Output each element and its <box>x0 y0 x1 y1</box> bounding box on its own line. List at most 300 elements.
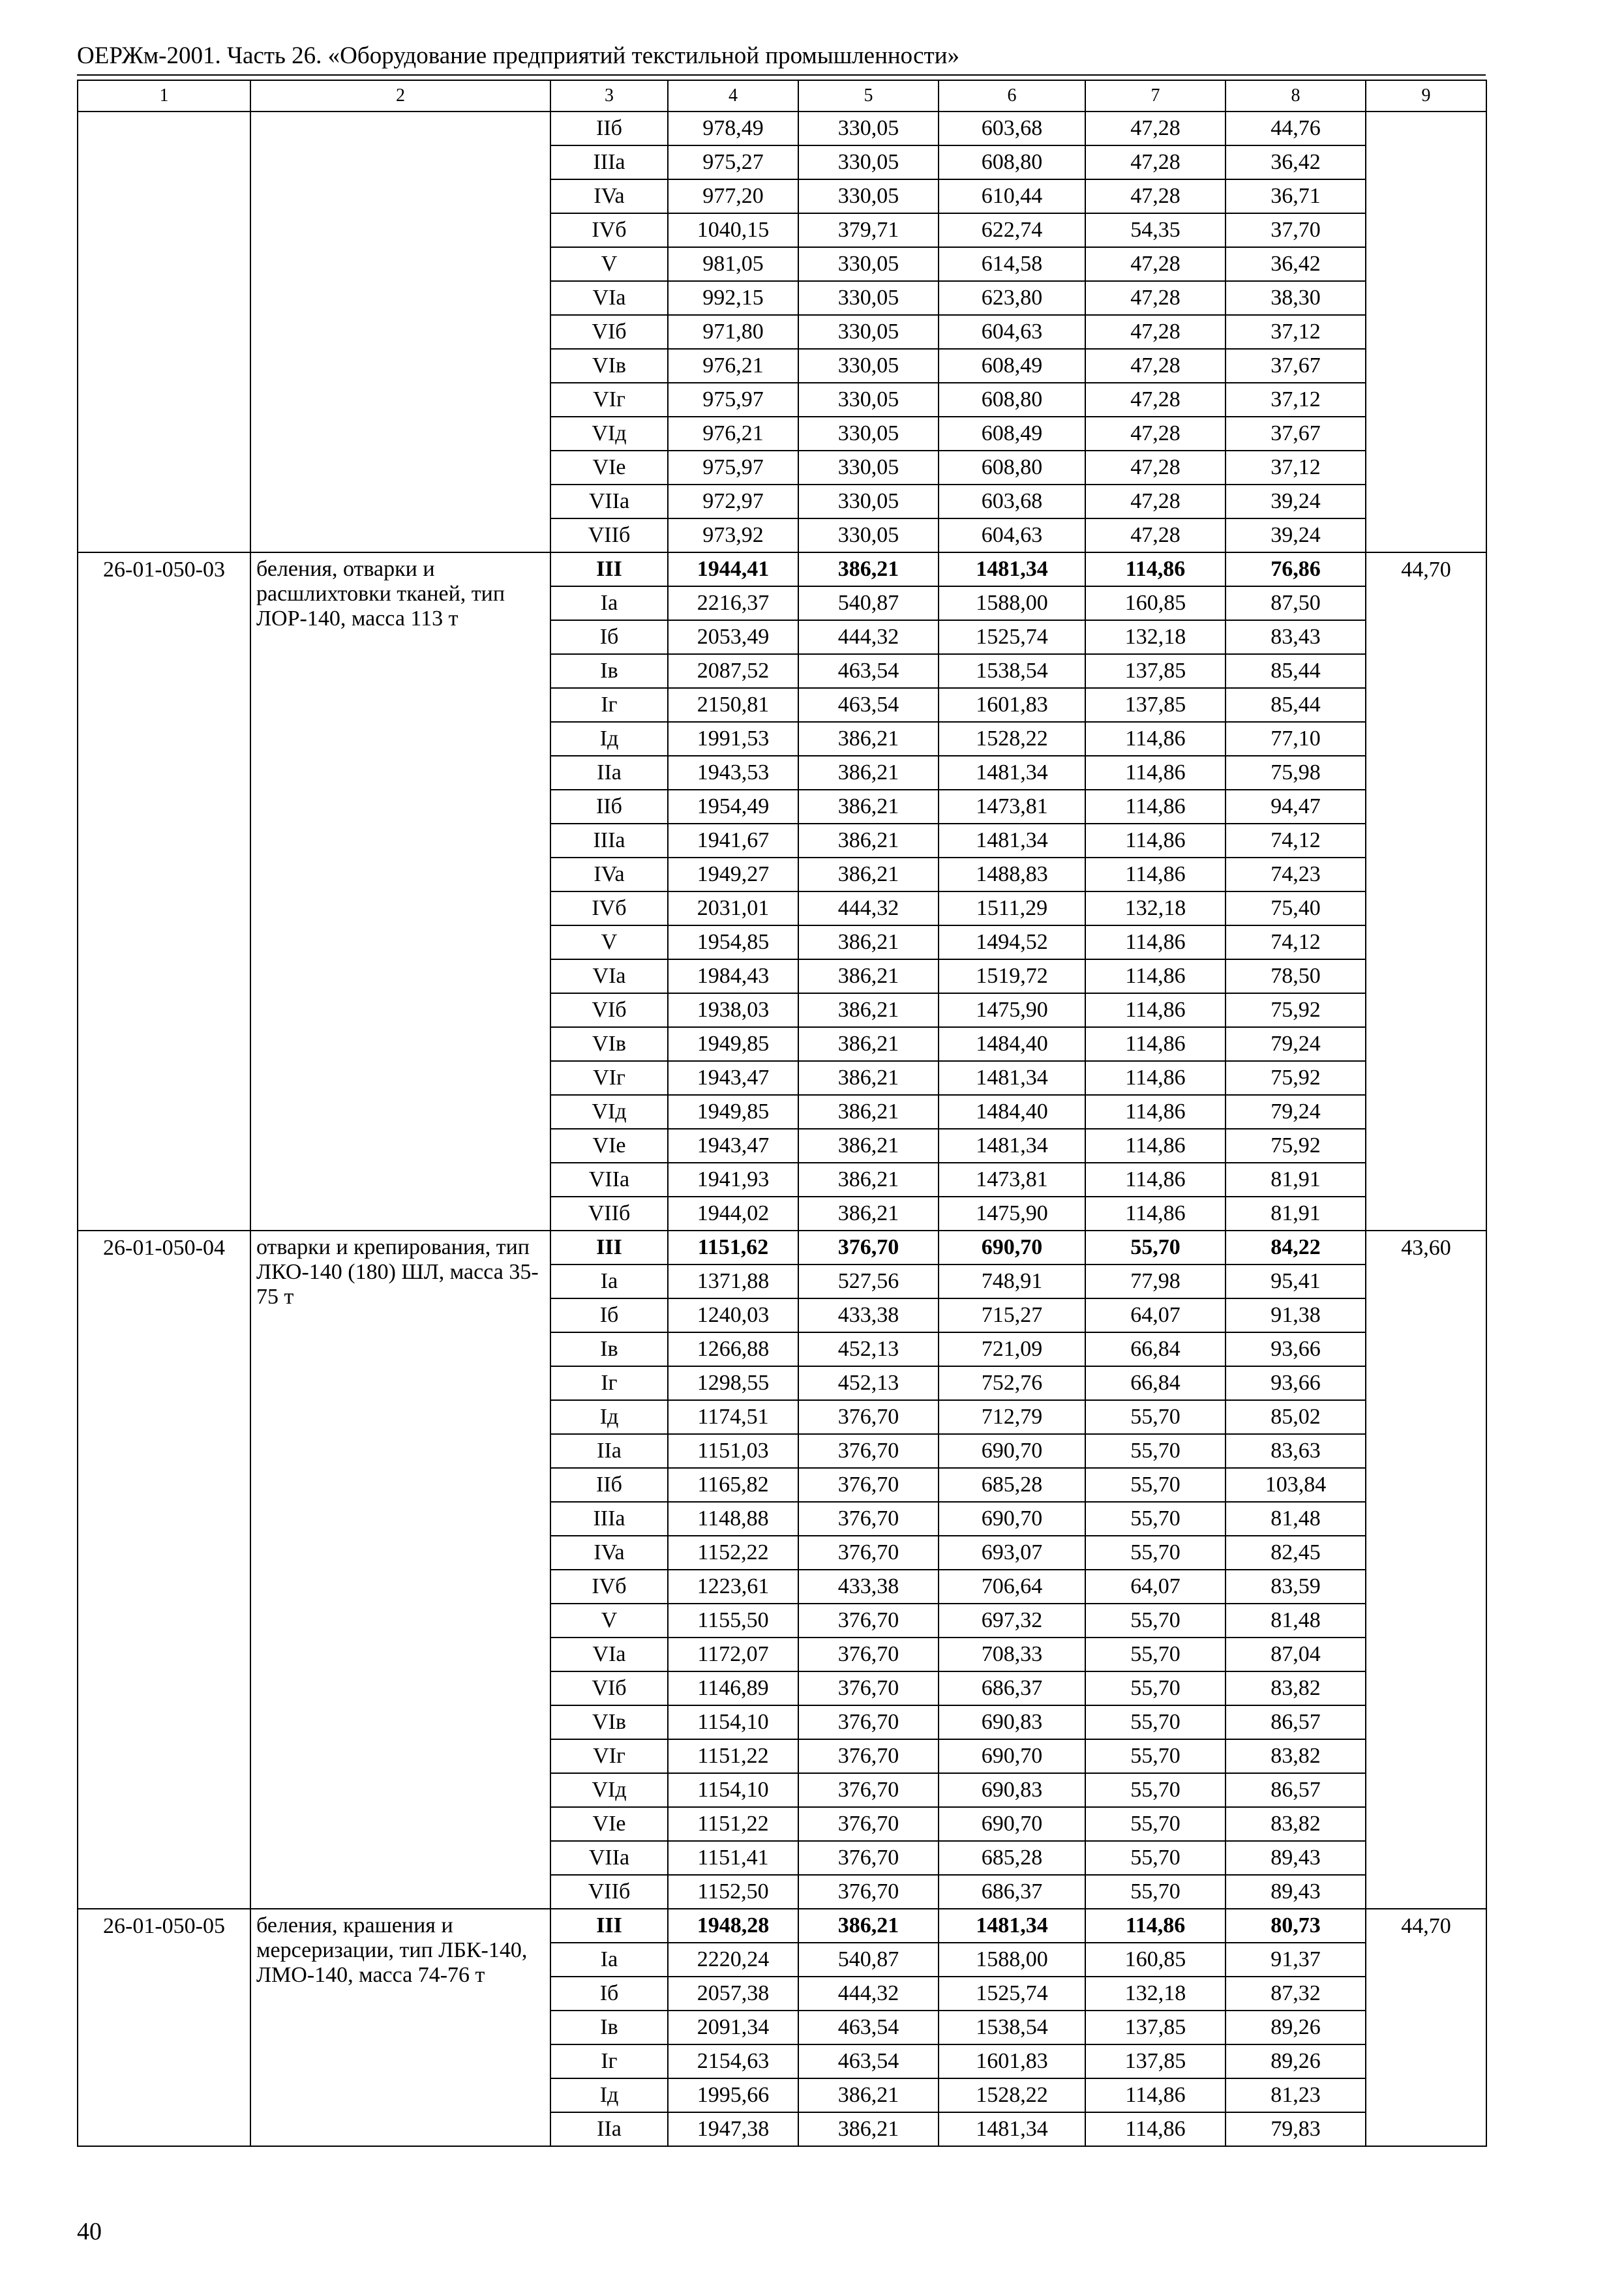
zone-cell: IVб <box>550 891 668 925</box>
value-cell: 74,12 <box>1226 824 1366 858</box>
zone-cell: VIб <box>550 1671 668 1705</box>
zone-cell: IVa <box>550 858 668 891</box>
value-cell: 1172,07 <box>668 1638 798 1671</box>
value-cell: 386,21 <box>798 1163 939 1197</box>
value-cell: 444,32 <box>798 620 939 654</box>
value-cell: 1240,03 <box>668 1298 798 1332</box>
value-cell: 114,86 <box>1085 790 1226 824</box>
value-cell: 114,86 <box>1085 552 1226 586</box>
value-cell: 85,44 <box>1226 688 1366 722</box>
value-cell: 1223,61 <box>668 1570 798 1604</box>
value-cell: 55,70 <box>1085 1434 1226 1468</box>
zone-cell: VIв <box>550 1705 668 1739</box>
value-cell: 690,70 <box>939 1807 1085 1841</box>
zone-cell: VIв <box>550 1027 668 1061</box>
zone-cell: VIд <box>550 1095 668 1129</box>
value-cell: 83,63 <box>1226 1434 1366 1468</box>
zone-cell: Iб <box>550 1298 668 1332</box>
value-cell: 1174,51 <box>668 1400 798 1434</box>
value-cell: 93,66 <box>1226 1366 1366 1400</box>
zone-cell: Iв <box>550 1332 668 1366</box>
value-cell: 330,05 <box>798 281 939 315</box>
zone-cell: IIIa <box>550 145 668 179</box>
zone-cell: Iд <box>550 1400 668 1434</box>
value-cell: 1948,28 <box>668 1909 798 1943</box>
zone-cell: VIг <box>550 1739 668 1773</box>
value-cell: 75,92 <box>1226 993 1366 1027</box>
value-cell: 608,80 <box>939 451 1085 485</box>
value-cell: 1941,67 <box>668 824 798 858</box>
zone-cell: Iд <box>550 722 668 756</box>
value-cell: 1473,81 <box>939 790 1085 824</box>
value-cell: 386,21 <box>798 993 939 1027</box>
value-cell: 1938,03 <box>668 993 798 1027</box>
value-cell: 690,70 <box>939 1231 1085 1264</box>
value-cell: 975,97 <box>668 451 798 485</box>
item-code <box>78 112 250 552</box>
value-cell: 83,82 <box>1226 1671 1366 1705</box>
value-cell: 2031,01 <box>668 891 798 925</box>
value-cell: 2091,34 <box>668 2011 798 2044</box>
value-cell: 1481,34 <box>939 824 1085 858</box>
zone-cell: VIIa <box>550 485 668 518</box>
value-cell: 82,45 <box>1226 1536 1366 1570</box>
page-number: 40 <box>77 2218 102 2245</box>
zone-cell: VIIб <box>550 1875 668 1909</box>
value-cell: 114,86 <box>1085 1197 1226 1231</box>
value-cell: 83,43 <box>1226 620 1366 654</box>
value-cell: 1511,29 <box>939 891 1085 925</box>
value-cell: 463,54 <box>798 2011 939 2044</box>
value-cell: 114,86 <box>1085 2112 1226 2146</box>
value-cell: 37,12 <box>1226 451 1366 485</box>
item-description: беления, крашения и мерсеризации, тип ЛБК-140, ЛМО-140, масса 74-76 т <box>250 1909 550 2146</box>
value-cell: 1481,34 <box>939 1909 1085 1943</box>
value-cell: 55,70 <box>1085 1739 1226 1773</box>
value-cell: 376,70 <box>798 1231 939 1264</box>
zone-cell: Iд <box>550 2078 668 2112</box>
value-cell: 330,05 <box>798 518 939 552</box>
value-cell: 978,49 <box>668 112 798 145</box>
value-cell: 608,49 <box>939 417 1085 451</box>
value-cell: 78,50 <box>1226 959 1366 993</box>
item-description: беления, отварки и расшлихтовки тканей, тип ЛОР-140, масса 113 т <box>250 552 550 1231</box>
value-cell: 1943,47 <box>668 1061 798 1095</box>
column-header: 8 <box>1226 80 1366 112</box>
value-cell: 1943,53 <box>668 756 798 790</box>
table-row <box>78 552 1486 586</box>
value-cell: 1481,34 <box>939 2112 1085 2146</box>
value-cell: 114,86 <box>1085 1095 1226 1129</box>
zone-cell: VIд <box>550 1773 668 1807</box>
value-cell: 721,09 <box>939 1332 1085 1366</box>
value-cell: 81,91 <box>1226 1197 1366 1231</box>
value-cell: 748,91 <box>939 1264 1085 1298</box>
value-cell: 55,70 <box>1085 1807 1226 1841</box>
value-cell: 87,50 <box>1226 586 1366 620</box>
value-cell: 444,32 <box>798 891 939 925</box>
zone-cell: IIa <box>550 756 668 790</box>
value-cell: 85,02 <box>1226 1400 1366 1434</box>
value-cell: 1944,02 <box>668 1197 798 1231</box>
value-cell: 1481,34 <box>939 1061 1085 1095</box>
value-cell: 603,68 <box>939 485 1085 518</box>
column-header: 9 <box>1366 80 1486 112</box>
value-cell: 114,86 <box>1085 2078 1226 2112</box>
value-cell: 1151,62 <box>668 1231 798 1264</box>
value-cell: 36,42 <box>1226 145 1366 179</box>
value-cell: 1484,40 <box>939 1027 1085 1061</box>
value-cell: 330,05 <box>798 247 939 281</box>
value-cell: 690,83 <box>939 1773 1085 1807</box>
value-cell: 47,28 <box>1085 349 1226 383</box>
zone-cell: IIa <box>550 2112 668 2146</box>
value-cell: 55,70 <box>1085 1502 1226 1536</box>
value-cell: 89,26 <box>1226 2011 1366 2044</box>
value-cell: 1040,15 <box>668 213 798 247</box>
zone-cell: Iг <box>550 1366 668 1400</box>
value-cell: 37,67 <box>1226 349 1366 383</box>
value-cell: 1151,03 <box>668 1434 798 1468</box>
value-cell: 376,70 <box>798 1875 939 1909</box>
value-cell: 75,92 <box>1226 1061 1366 1095</box>
value-cell: 977,20 <box>668 179 798 213</box>
value-cell: 708,33 <box>939 1638 1085 1671</box>
value-cell: 55,70 <box>1085 1231 1226 1264</box>
value-cell: 330,05 <box>798 179 939 213</box>
value-cell: 84,22 <box>1226 1231 1366 1264</box>
value-cell: 386,21 <box>798 790 939 824</box>
value-cell: 444,32 <box>798 1977 939 2011</box>
value-cell: 114,86 <box>1085 925 1226 959</box>
value-cell: 36,42 <box>1226 247 1366 281</box>
value-cell: 55,70 <box>1085 1638 1226 1671</box>
value-cell: 1481,34 <box>939 756 1085 790</box>
value-cell: 686,37 <box>939 1671 1085 1705</box>
value-cell: 1266,88 <box>668 1332 798 1366</box>
column-header: 3 <box>550 80 668 112</box>
value-cell: 376,70 <box>798 1773 939 1807</box>
zone-cell: Iг <box>550 688 668 722</box>
value-cell: 55,70 <box>1085 1705 1226 1739</box>
value-cell: 132,18 <box>1085 1977 1226 2011</box>
value-cell: 386,21 <box>798 722 939 756</box>
value-cell: 44,76 <box>1226 112 1366 145</box>
page-header: ОЕРЖм-2001. Часть 26. «Оборудование предприятий текстильной промышленности» <box>77 42 959 69</box>
zone-cell: IIIa <box>550 824 668 858</box>
value-cell: 80,73 <box>1226 1909 1366 1943</box>
value-cell: 55,70 <box>1085 1468 1226 1502</box>
value-cell: 137,85 <box>1085 688 1226 722</box>
value-cell: 463,54 <box>798 654 939 688</box>
value-cell: 39,24 <box>1226 485 1366 518</box>
zone-cell: VIб <box>550 993 668 1027</box>
value-cell: 81,48 <box>1226 1502 1366 1536</box>
value-cell: 37,67 <box>1226 417 1366 451</box>
value-cell: 47,28 <box>1085 485 1226 518</box>
value-cell: 1165,82 <box>668 1468 798 1502</box>
value-cell: 77,98 <box>1085 1264 1226 1298</box>
value-cell: 1954,85 <box>668 925 798 959</box>
value-cell: 1941,93 <box>668 1163 798 1197</box>
zone-cell: VIIб <box>550 518 668 552</box>
value-cell: 114,86 <box>1085 1909 1226 1943</box>
zone-cell: IVб <box>550 213 668 247</box>
column-header: 6 <box>939 80 1085 112</box>
value-cell: 37,12 <box>1226 315 1366 349</box>
value-cell: 706,64 <box>939 1570 1085 1604</box>
value-cell: 386,21 <box>798 824 939 858</box>
value-cell: 608,80 <box>939 145 1085 179</box>
value-cell: 1949,27 <box>668 858 798 891</box>
value-cell: 81,23 <box>1226 2078 1366 2112</box>
value-cell: 83,82 <box>1226 1807 1366 1841</box>
value-cell: 55,70 <box>1085 1671 1226 1705</box>
value-cell: 91,38 <box>1226 1298 1366 1332</box>
table-row <box>78 112 1486 145</box>
zone-cell: VIe <box>550 1807 668 1841</box>
value-cell: 971,80 <box>668 315 798 349</box>
zone-cell: VIe <box>550 1129 668 1163</box>
value-cell: 36,71 <box>1226 179 1366 213</box>
zone-cell: Ia <box>550 1943 668 1977</box>
zone-cell: VIIa <box>550 1163 668 1197</box>
value-cell: 47,28 <box>1085 451 1226 485</box>
zone-cell: Iв <box>550 654 668 688</box>
header-rule <box>77 74 1486 76</box>
value-cell: 79,24 <box>1226 1027 1366 1061</box>
value-cell: 376,70 <box>798 1468 939 1502</box>
value-cell: 330,05 <box>798 417 939 451</box>
value-cell: 603,68 <box>939 112 1085 145</box>
value-cell: 114,86 <box>1085 858 1226 891</box>
item-description: отварки и крепирования, тип ЛКО-140 (180) ШЛ, масса 35-75 т <box>250 1231 550 1909</box>
column-header: 1 <box>78 80 250 112</box>
value-cell: 693,07 <box>939 1536 1085 1570</box>
value-cell: 976,21 <box>668 417 798 451</box>
zone-cell: V <box>550 247 668 281</box>
value-cell: 1984,43 <box>668 959 798 993</box>
value-cell: 47,28 <box>1085 281 1226 315</box>
value-cell: 1371,88 <box>668 1264 798 1298</box>
zone-cell: VIб <box>550 315 668 349</box>
value-cell: 114,86 <box>1085 722 1226 756</box>
column-9-value: 43,60 <box>1366 1231 1486 1909</box>
value-cell: 715,27 <box>939 1298 1085 1332</box>
zone-cell: VIa <box>550 959 668 993</box>
value-cell: 1473,81 <box>939 1163 1085 1197</box>
value-cell: 1481,34 <box>939 552 1085 586</box>
value-cell: 1151,22 <box>668 1807 798 1841</box>
value-cell: 386,21 <box>798 552 939 586</box>
value-cell: 47,28 <box>1085 518 1226 552</box>
value-cell: 386,21 <box>798 1129 939 1163</box>
value-cell: 376,70 <box>798 1434 939 1468</box>
value-cell: 39,24 <box>1226 518 1366 552</box>
value-cell: 2057,38 <box>668 1977 798 2011</box>
value-cell: 376,70 <box>798 1638 939 1671</box>
value-cell: 376,70 <box>798 1536 939 1570</box>
value-cell: 66,84 <box>1085 1366 1226 1400</box>
value-cell: 132,18 <box>1085 891 1226 925</box>
value-cell: 386,21 <box>798 2078 939 2112</box>
value-cell: 2087,52 <box>668 654 798 688</box>
value-cell: 114,86 <box>1085 756 1226 790</box>
value-cell: 1475,90 <box>939 1197 1085 1231</box>
zone-cell: IIIa <box>550 1502 668 1536</box>
value-cell: 94,47 <box>1226 790 1366 824</box>
value-cell: 976,21 <box>668 349 798 383</box>
value-cell: 1943,47 <box>668 1129 798 1163</box>
value-cell: 614,58 <box>939 247 1085 281</box>
column-header-row <box>78 80 1486 112</box>
value-cell: 55,70 <box>1085 1604 1226 1638</box>
value-cell: 1601,83 <box>939 2044 1085 2078</box>
zone-cell: IVa <box>550 1536 668 1570</box>
value-cell: 83,82 <box>1226 1739 1366 1773</box>
value-cell: 47,28 <box>1085 145 1226 179</box>
value-cell: 463,54 <box>798 688 939 722</box>
value-cell: 685,28 <box>939 1841 1085 1875</box>
zone-cell: Ia <box>550 1264 668 1298</box>
value-cell: 55,70 <box>1085 1773 1226 1807</box>
value-cell: 114,86 <box>1085 1061 1226 1095</box>
value-cell: 1151,22 <box>668 1739 798 1773</box>
value-cell: 1151,41 <box>668 1841 798 1875</box>
value-cell: 376,70 <box>798 1739 939 1773</box>
value-cell: 47,28 <box>1085 112 1226 145</box>
value-cell: 95,41 <box>1226 1264 1366 1298</box>
value-cell: 376,70 <box>798 1671 939 1705</box>
value-cell: 330,05 <box>798 112 939 145</box>
value-cell: 712,79 <box>939 1400 1085 1434</box>
zone-cell: Ia <box>550 586 668 620</box>
value-cell: 38,30 <box>1226 281 1366 315</box>
value-cell: 972,97 <box>668 485 798 518</box>
value-cell: 386,21 <box>798 2112 939 2146</box>
value-cell: 83,59 <box>1226 1570 1366 1604</box>
zone-cell: III <box>550 1231 668 1264</box>
value-cell: 2150,81 <box>668 688 798 722</box>
value-cell: 89,26 <box>1226 2044 1366 2078</box>
value-cell: 55,70 <box>1085 1841 1226 1875</box>
value-cell: 330,05 <box>798 451 939 485</box>
value-cell: 1152,50 <box>668 1875 798 1909</box>
value-cell: 86,57 <box>1226 1773 1366 1807</box>
value-cell: 87,04 <box>1226 1638 1366 1671</box>
zone-cell: V <box>550 1604 668 1638</box>
value-cell: 91,37 <box>1226 1943 1366 1977</box>
value-cell: 37,70 <box>1226 213 1366 247</box>
value-cell: 330,05 <box>798 145 939 179</box>
zone-cell: Iб <box>550 620 668 654</box>
value-cell: 992,15 <box>668 281 798 315</box>
table-body <box>78 112 1486 2146</box>
value-cell: 386,21 <box>798 1909 939 1943</box>
value-cell: 527,56 <box>798 1264 939 1298</box>
value-cell: 330,05 <box>798 349 939 383</box>
value-cell: 75,92 <box>1226 1129 1366 1163</box>
column-9-value: 44,70 <box>1366 1909 1486 2146</box>
value-cell: 47,28 <box>1085 417 1226 451</box>
value-cell: 1601,83 <box>939 688 1085 722</box>
value-cell: 66,84 <box>1085 1332 1226 1366</box>
value-cell: 386,21 <box>798 1027 939 1061</box>
value-cell: 137,85 <box>1085 654 1226 688</box>
zone-cell: VIIa <box>550 1841 668 1875</box>
value-cell: 1494,52 <box>939 925 1085 959</box>
value-cell: 114,86 <box>1085 993 1226 1027</box>
value-cell: 1995,66 <box>668 2078 798 2112</box>
zone-cell: VIIб <box>550 1197 668 1231</box>
value-cell: 690,70 <box>939 1502 1085 1536</box>
item-code: 26-01-050-05 <box>78 1909 250 2146</box>
value-cell: 1538,54 <box>939 2011 1085 2044</box>
value-cell: 47,28 <box>1085 315 1226 349</box>
value-cell: 1947,38 <box>668 2112 798 2146</box>
value-cell: 1154,10 <box>668 1705 798 1739</box>
value-cell: 1525,74 <box>939 1977 1085 2011</box>
value-cell: 1488,83 <box>939 858 1085 891</box>
zone-cell: IVa <box>550 179 668 213</box>
value-cell: 114,86 <box>1085 1027 1226 1061</box>
value-cell: 622,74 <box>939 213 1085 247</box>
value-cell: 1954,49 <box>668 790 798 824</box>
value-cell: 55,70 <box>1085 1875 1226 1909</box>
column-header: 7 <box>1085 80 1226 112</box>
value-cell: 376,70 <box>798 1807 939 1841</box>
value-cell: 1538,54 <box>939 654 1085 688</box>
value-cell: 975,27 <box>668 145 798 179</box>
zone-cell: IIб <box>550 790 668 824</box>
value-cell: 376,70 <box>798 1400 939 1434</box>
value-cell: 386,21 <box>798 959 939 993</box>
value-cell: 37,12 <box>1226 383 1366 417</box>
value-cell: 1146,89 <box>668 1671 798 1705</box>
value-cell: 137,85 <box>1085 2044 1226 2078</box>
value-cell: 54,35 <box>1085 213 1226 247</box>
column-9-value <box>1366 112 1486 552</box>
value-cell: 379,71 <box>798 213 939 247</box>
item-code: 26-01-050-04 <box>78 1231 250 1909</box>
value-cell: 114,86 <box>1085 1163 1226 1197</box>
value-cell: 330,05 <box>798 383 939 417</box>
value-cell: 330,05 <box>798 485 939 518</box>
column-header: 4 <box>668 80 798 112</box>
value-cell: 685,28 <box>939 1468 1085 1502</box>
column-header: 2 <box>250 80 550 112</box>
value-cell: 75,40 <box>1226 891 1366 925</box>
value-cell: 610,44 <box>939 179 1085 213</box>
value-cell: 77,10 <box>1226 722 1366 756</box>
value-cell: 1148,88 <box>668 1502 798 1536</box>
value-cell: 540,87 <box>798 586 939 620</box>
value-cell: 55,70 <box>1085 1536 1226 1570</box>
item-description <box>250 112 550 552</box>
value-cell: 386,21 <box>798 1095 939 1129</box>
zone-cell: Iв <box>550 2011 668 2044</box>
zone-cell: VIe <box>550 451 668 485</box>
value-cell: 1519,72 <box>939 959 1085 993</box>
column-header: 5 <box>798 80 939 112</box>
value-cell: 160,85 <box>1085 1943 1226 1977</box>
value-cell: 376,70 <box>798 1502 939 1536</box>
value-cell: 690,83 <box>939 1705 1085 1739</box>
zone-cell: VIв <box>550 349 668 383</box>
value-cell: 463,54 <box>798 2044 939 2078</box>
value-cell: 690,70 <box>939 1739 1085 1773</box>
value-cell: 87,32 <box>1226 1977 1366 2011</box>
